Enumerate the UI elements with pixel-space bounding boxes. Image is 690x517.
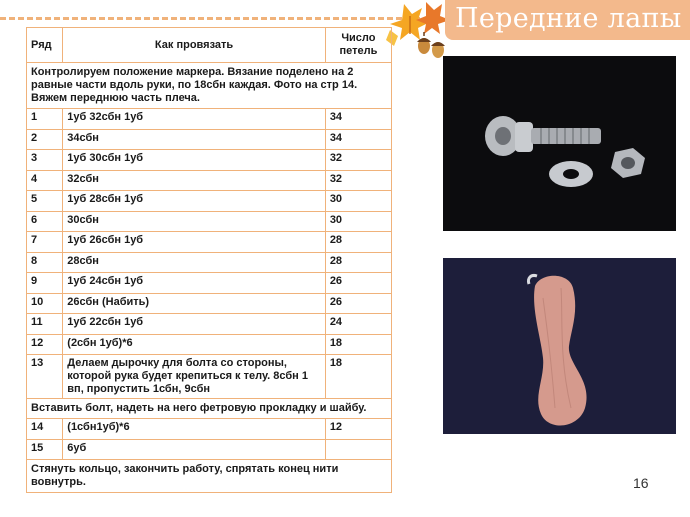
bolt-washer-nut-photo xyxy=(443,56,676,231)
row-number: 5 xyxy=(27,191,63,212)
row-stitch-count: 24 xyxy=(325,314,391,335)
row-instruction: 1уб 24сбн 1уб xyxy=(63,273,326,294)
row-stitch-count: 28 xyxy=(325,252,391,273)
row-number: 1 xyxy=(27,109,63,130)
intro-note: Контролируем положение маркера. Вязание поделено на 2 равные части вдоль руки, по 18сбн каждая. Фото на стр 14. Вяжем переднюю часть плеча. xyxy=(27,63,392,109)
column-header-how: Как провязать xyxy=(63,28,326,63)
table-row xyxy=(27,191,392,212)
table-row xyxy=(27,419,392,440)
row-instruction: 28сбн xyxy=(63,252,326,273)
row-stitch-count: 18 xyxy=(325,334,391,355)
row-instruction: 1уб 22сбн 1уб xyxy=(63,314,326,335)
row-stitch-count: 30 xyxy=(325,211,391,232)
row-instruction: 34сбн xyxy=(63,129,326,150)
row-stitch-count: 32 xyxy=(325,150,391,171)
table-row xyxy=(27,232,392,253)
bolt-hardware-icon xyxy=(443,56,676,231)
table-row xyxy=(27,273,392,294)
row-instruction: 26сбн (Набить) xyxy=(63,293,326,314)
table-row xyxy=(27,170,392,191)
row-number: 11 xyxy=(27,314,63,335)
row-instruction: 1уб 28сбн 1уб xyxy=(63,191,326,212)
row-stitch-count: 34 xyxy=(325,129,391,150)
row-stitch-count: 32 xyxy=(325,170,391,191)
row-stitch-count: 26 xyxy=(325,273,391,294)
header-dashed-line xyxy=(0,17,420,20)
table-row xyxy=(27,334,392,355)
row-number: 8 xyxy=(27,252,63,273)
row-number: 14 xyxy=(27,419,63,440)
table-row xyxy=(27,355,392,399)
row-number: 3 xyxy=(27,150,63,171)
row-stitch-count: 26 xyxy=(325,293,391,314)
row-stitch-count: 18 xyxy=(325,355,391,399)
row-instruction: Делаем дырочку для болта со стороны, которой рука будет крепиться к телу. 8сбн 1 вп, пропустить 1сбн, 9сбн xyxy=(63,355,326,399)
row-instruction: 30сбн xyxy=(63,211,326,232)
row-instruction: 1уб 32сбн 1уб xyxy=(63,109,326,130)
table-row xyxy=(27,129,392,150)
row-stitch-count: 28 xyxy=(325,232,391,253)
row-instruction: 1уб 26сбн 1уб xyxy=(63,232,326,253)
pattern-table xyxy=(26,27,392,493)
table-row xyxy=(27,211,392,232)
row-instruction: (2сбн 1уб)*6 xyxy=(63,334,326,355)
row-stitch-count xyxy=(325,439,391,460)
row-number: 9 xyxy=(27,273,63,294)
row-stitch-count: 30 xyxy=(325,191,391,212)
row-number: 13 xyxy=(27,355,63,399)
row-number: 4 xyxy=(27,170,63,191)
table-row xyxy=(27,109,392,130)
row-number: 6 xyxy=(27,211,63,232)
column-header-row: Ряд xyxy=(27,28,63,63)
row-number: 2 xyxy=(27,129,63,150)
end-note: Стянуть кольцо, закончить работу, спрятать конец нити вовнутрь. xyxy=(27,460,392,493)
row-stitch-count: 34 xyxy=(325,109,391,130)
row-number: 15 xyxy=(27,439,63,460)
row-number: 10 xyxy=(27,293,63,314)
row-instruction: 1уб 30сбн 1уб xyxy=(63,150,326,171)
mid-note: Вставить болт, надеть на него фетровую прокладку и шайбу. xyxy=(27,399,392,419)
crocheted-arm-icon xyxy=(443,258,676,434)
table-header-row xyxy=(27,28,392,63)
table-row xyxy=(27,439,392,460)
column-header-count: Число петель xyxy=(325,28,391,63)
row-number: 7 xyxy=(27,232,63,253)
crocheted-arm-photo xyxy=(443,258,676,434)
table-row xyxy=(27,150,392,171)
table-row xyxy=(27,252,392,273)
page-title: Передние лапы xyxy=(455,3,682,34)
row-instruction: 6уб xyxy=(63,439,326,460)
table-row xyxy=(27,293,392,314)
page-number: 16 xyxy=(633,475,649,491)
row-stitch-count: 12 xyxy=(325,419,391,440)
row-instruction: 32сбн xyxy=(63,170,326,191)
table-row xyxy=(27,314,392,335)
row-number: 12 xyxy=(27,334,63,355)
row-instruction: (1сбн1уб)*6 xyxy=(63,419,326,440)
